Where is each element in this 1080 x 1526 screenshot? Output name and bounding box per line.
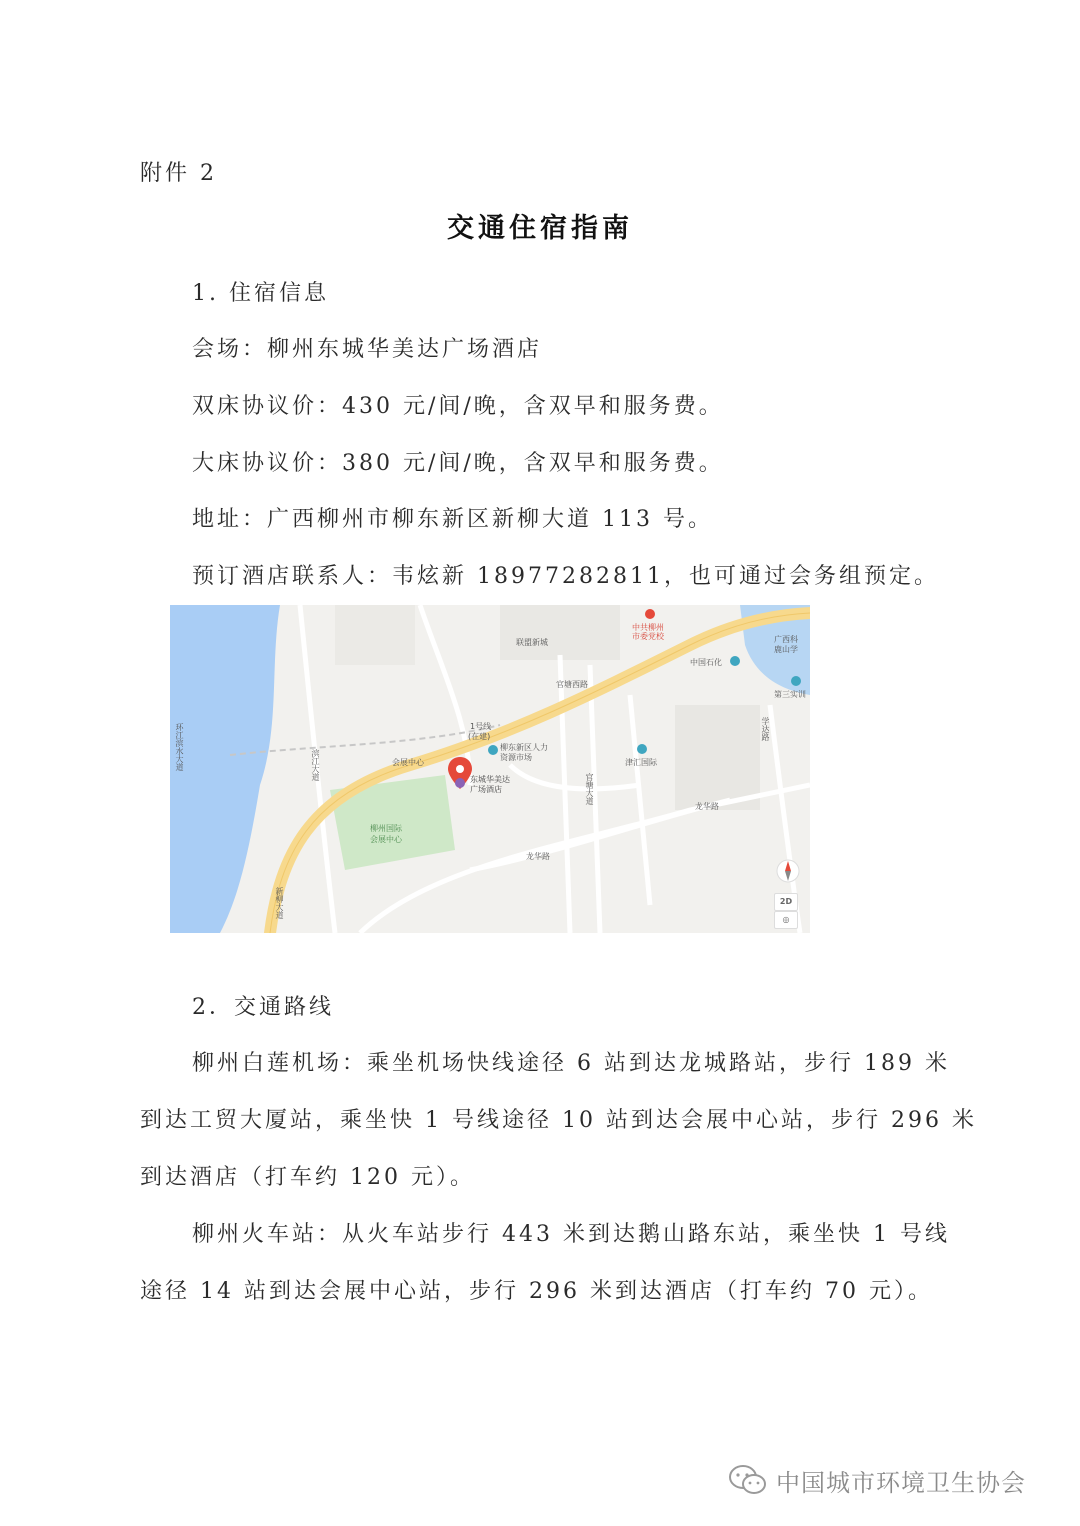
airport-route-line-2: 到达工贸大厦站，乘坐快 1 号线途径 10 站到达会展中心站，步行 296 米 bbox=[140, 1108, 977, 1133]
accommodation-heading: 1. 住宿信息 bbox=[192, 281, 329, 306]
label-xinliu: 新柳大道 bbox=[275, 887, 284, 919]
address-line: 地址：广西柳州市柳东新区新柳大道 113 号。 bbox=[192, 507, 713, 532]
transport-heading: 2．交通路线 bbox=[192, 995, 334, 1020]
venue-line: 会场：柳州东城华美达广场酒店 bbox=[192, 337, 543, 362]
label-line1: 1号线 bbox=[470, 722, 492, 731]
locate-button[interactable] bbox=[774, 911, 798, 929]
airport-route-line-1: 柳州白莲机场：乘坐机场快线途径 6 站到达龙城路站，步行 189 米 bbox=[192, 1051, 950, 1076]
watermark-text: 中国城市环境卫生协会 bbox=[776, 1468, 1026, 1497]
sinopec-poi bbox=[730, 656, 740, 666]
label-guantang-west: 官塘西路 bbox=[556, 680, 588, 689]
label-jinhui: 津汇国际 bbox=[625, 758, 657, 767]
label-xueyuan: 学达路 bbox=[761, 717, 770, 741]
location-map[interactable] bbox=[170, 605, 810, 933]
king-price-line: 大床协议价：380 元/间/晚，含双早和服务费。 bbox=[192, 451, 724, 476]
watermark bbox=[728, 1460, 1026, 1500]
label-hr-market: 柳东新区人力 资源市场 bbox=[500, 743, 548, 762]
label-party-school: 中共柳州 市委党校 bbox=[632, 623, 664, 641]
page-title: 交通住宿指南 bbox=[447, 213, 633, 244]
label-third-training: 第三实训 bbox=[774, 690, 806, 699]
label-sinopec: 中国石化 bbox=[690, 658, 722, 667]
label-lianmeng: 联盟新城 bbox=[516, 638, 548, 647]
label-guangxi-college: 广西科 鹿山学 bbox=[774, 635, 798, 654]
attachment-label: 附件 2 bbox=[140, 161, 217, 186]
locate-icon: ◎ bbox=[782, 915, 790, 924]
label-linjiang: 环江滨水大道 bbox=[175, 723, 184, 771]
train-route-line-2: 途径 14 站到达会展中心站，步行 296 米到达酒店（打车约 70 元）。 bbox=[140, 1279, 933, 1304]
jinhui-poi bbox=[637, 744, 647, 754]
label-longhua-1: 龙华路 bbox=[695, 802, 719, 811]
train-route-line-1: 柳州火车站：从火车站步行 443 米到达鹅山路东站，乘坐快 1 号线 bbox=[192, 1222, 950, 1247]
label-expo-center-stop: 会展中心 bbox=[392, 758, 424, 767]
label-binjiang: 滨江大道 bbox=[311, 749, 320, 781]
contact-line: 预订酒店联系人：韦炫新 18977282811，也可通过会务组预定。 bbox=[192, 564, 939, 589]
party-school-poi bbox=[645, 609, 655, 619]
airport-route-line-3: 到达酒店（打车约 120 元）。 bbox=[140, 1165, 475, 1190]
twin-price-line: 双床协议价：430 元/间/晚，含双早和服务费。 bbox=[192, 394, 724, 419]
training-poi bbox=[791, 676, 801, 686]
map-2d-toggle[interactable]: 2D bbox=[774, 893, 798, 911]
label-expo-center: 柳州国际 会展中心 bbox=[370, 824, 402, 844]
label-longhua-2: 龙华路 bbox=[526, 852, 550, 861]
wechat-icon bbox=[728, 1464, 768, 1496]
map-graphic bbox=[170, 605, 810, 933]
label-planned: (在建) bbox=[468, 732, 491, 741]
label-guantang-ave: 官塘大道 bbox=[585, 773, 594, 805]
hr-market-poi bbox=[488, 745, 498, 755]
label-hotel: 东城华美达 广场酒店 bbox=[470, 775, 510, 794]
compass-icon bbox=[777, 860, 799, 882]
